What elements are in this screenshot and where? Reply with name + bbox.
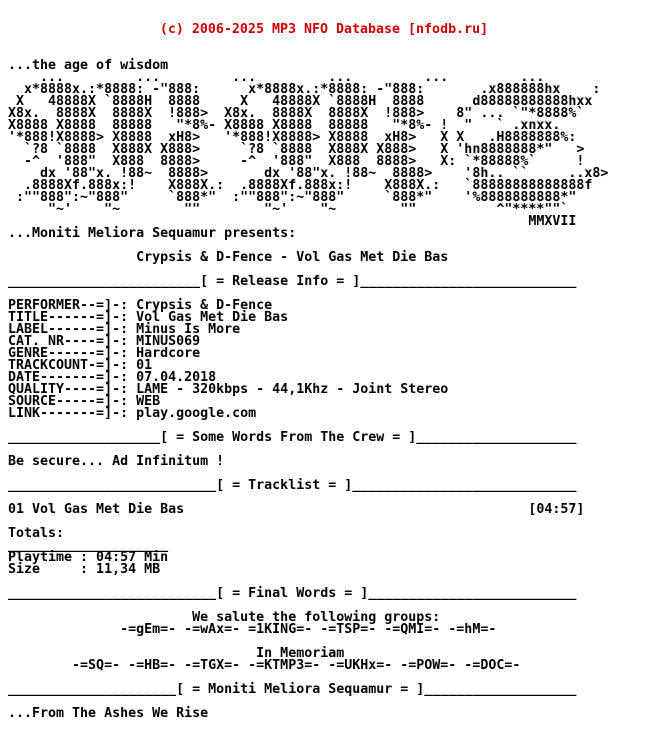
ascii-logo-line: -^ '888" X888 8888> -^ '888" X888 8888> X: `*88888%` !	[8, 154, 585, 169]
intro-line: ...the age of wisdom	[8, 58, 169, 73]
in-memoriam-groups: -=SQ=- -=HB=- -=TGX=- -=KTMP3=- -=UKHx=- -=POW=- -=DOC=-	[8, 658, 521, 673]
nfo-document	[8, 0, 648, 732]
crew-words-divider: ___________________[ = Some Words From The Crew = ]____________________	[8, 430, 577, 445]
final-words-divider: __________________________[ = Final Words = ]__________________________	[8, 586, 577, 601]
greetings-heading: We salute the following groups:	[8, 610, 441, 625]
ascii-logo-line: MMXVII	[8, 214, 577, 229]
catalog-number-field: CAT. NR----=]-: MINUS069	[8, 334, 201, 349]
totals-heading: Totals:	[8, 526, 65, 541]
ascii-logo-line: :""888":~"888" `888*" :""888":~"888" `888*" '%8888888888*"	[8, 190, 577, 205]
greetings-groups: -=gEm=- -=wAx=- =1KING=- -=TSP=- -=QMI=- -=hM=-	[8, 622, 497, 637]
copyright-header[interactable]: (c) 2006-2025 MP3 NFO Database [nfodb.ru]	[159, 22, 489, 37]
date-field: DATE-------=]-: 07.04.2018	[8, 370, 217, 385]
totals-divider: ____________________	[8, 538, 169, 553]
trackcount-field: TRACKCOUNT-=]-: 01	[8, 358, 153, 373]
label-field: LABEL------=]-: Minus Is More	[8, 322, 241, 337]
presents-line: ...Moniti Meliora Sequamur presents:	[8, 226, 297, 241]
ascii-logo-line: X 48888X `8888H 8888 X 48888X `8888H 8888 d88888888888hxx	[8, 94, 593, 109]
ascii-logo-line: "~' "~ "" "~' "~ "" ^"****""`	[8, 202, 569, 217]
title-field: TITLE------=]-: Vol Gas Met Die Bas	[8, 310, 289, 325]
ascii-logo-line: '*888!X8888> X8888 xH8> '*888!X8888> X8888 xH8> X X .H8888888%:	[8, 130, 577, 145]
ascii-logo-line: dx '88"x. !88~ 8888> dx '88"x. !88~ 8888> '8h.. `` ..x8>	[8, 166, 609, 181]
crew-message: Be secure... Ad Infinitum !	[8, 454, 225, 469]
release-title: Crypsis & D-Fence - Vol Gas Met Die Bas	[8, 250, 449, 265]
source-field: SOURCE-----=]-: WEB	[8, 394, 161, 409]
playtime-field: Playtime : 04:57 Min	[8, 550, 169, 565]
ascii-logo-line: `?8 `8888 X888X X888> `?8 `8888 X888X X888> X 'hn8888888*" >	[8, 142, 585, 157]
size-field: Size : 11,34 MB	[8, 562, 161, 577]
genre-field: GENRE------=]-: Hardcore	[8, 346, 201, 361]
ascii-logo-line: X8888 X8888 88888 "*8%- X8888 X8888 88888 "*8%- ! " ` .xnxx.	[8, 118, 561, 133]
ascii-logo-line: X8x. 8888X 8888X !888> X8x. 8888X 8888X !888> 8" ... `"*8888%`	[8, 106, 585, 121]
quality-field: QUALITY----=]-: LAME - 320kbps - 44,1Khz - Joint Stereo	[8, 382, 449, 397]
release-info-divider: ________________________[ = Release Info = ]___________________________	[8, 274, 577, 289]
nfo-body	[8, 60, 648, 720]
track-row: 01 Vol Gas Met Die Bas [04:57]	[8, 502, 585, 517]
performer-field: PERFORMER--=]-: Crypsis & D-Fence	[8, 298, 273, 313]
outro-line: ...From The Ashes We Rise	[8, 706, 209, 721]
ascii-logo-line: .8888Xf.888x:! X888X.: .8888Xf.888x:! X888X.: `88888888888888f	[8, 178, 593, 193]
ascii-logo-line: x*8888x.:*8888: -"888: x*8888x.:*8888: -"888: .x888888hx :	[8, 82, 601, 97]
ascii-logo-line: ... ... ... ... ... ...	[8, 70, 545, 85]
blank-line	[8, 516, 648, 528]
tracklist-divider: __________________________[ = Tracklist = ]____________________________	[8, 478, 577, 493]
in-memoriam-heading: In Memoriam	[8, 646, 345, 661]
moniti-divider: _____________________[ = Moniti Meliora Sequamur = ]___________________	[8, 682, 577, 697]
link-field: LINK-------=]-: play.google.com	[8, 406, 257, 421]
